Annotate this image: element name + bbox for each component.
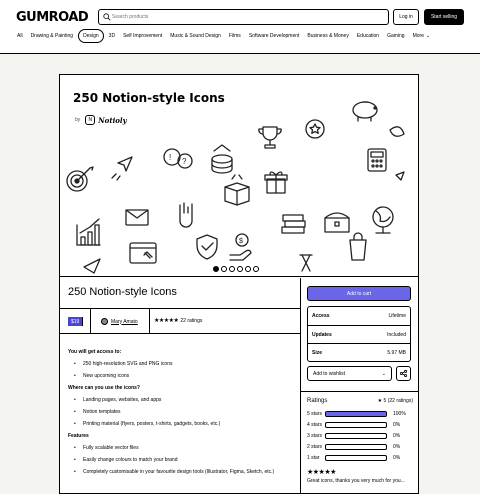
coin-stack-icon (212, 145, 232, 173)
category-all[interactable]: All (17, 32, 23, 39)
category-films[interactable]: Films (228, 32, 241, 39)
divider (90, 309, 91, 333)
category-design[interactable]: Design (78, 29, 104, 43)
rating-percent: 0% (393, 455, 401, 461)
rating-row-3 (307, 432, 413, 440)
rating-row-5 (307, 410, 413, 418)
category-more-label: More (412, 32, 424, 39)
product-meta (60, 308, 300, 334)
shopping-bag-icon (350, 233, 366, 260)
rating-bar-fill (326, 412, 386, 416)
category-music-sound-design[interactable]: Music & Sound Design (170, 32, 221, 39)
bar-chart-icon (77, 219, 100, 245)
spec-value: Included (387, 331, 406, 338)
rating-percent: 0% (393, 422, 401, 428)
product-specs (307, 306, 411, 362)
rating-label: 2 stars (307, 444, 323, 450)
list-item: • Landing pages, websites, and apps (74, 397, 296, 403)
category-education[interactable]: Education (356, 32, 380, 39)
creator-name: Mary Amato (111, 318, 138, 325)
avatar (101, 318, 108, 325)
ratings-summary (378, 398, 413, 404)
books-icon (282, 215, 305, 233)
rating-label: 5 stars (307, 411, 323, 417)
treasure-chest-icon (325, 213, 349, 232)
carousel-dot-2[interactable] (221, 266, 227, 272)
review-snippet: Great icons, thanks you very much for you... (307, 478, 405, 484)
rating-percent: 0% (393, 444, 401, 450)
category-nav (14, 28, 435, 43)
globe-icon (373, 207, 393, 233)
spec-key: Access (312, 313, 330, 319)
carousel-dot-6[interactable] (253, 266, 259, 272)
search-input[interactable] (112, 11, 372, 23)
chevron-down-icon: ⌄ (381, 370, 386, 377)
price-tag: $19 (68, 317, 83, 326)
spec-row-size (308, 343, 410, 361)
list-item: • New upcoming icons (74, 373, 296, 379)
rating-bar (325, 433, 387, 439)
start-selling-button[interactable]: Start selling (424, 9, 464, 25)
hourglass-icon (300, 255, 312, 271)
share-icon (400, 370, 407, 377)
spec-row-access (308, 307, 410, 325)
rating-percent: 100% (393, 411, 406, 417)
category-software-development[interactable]: Software Development (248, 32, 300, 39)
spec-key: Updates (312, 331, 332, 338)
product-card (59, 74, 419, 494)
description-list (68, 397, 296, 427)
rating-bar (325, 411, 387, 417)
ratings-title: Ratings (307, 398, 328, 404)
star-badge-icon (306, 120, 324, 138)
search-box[interactable] (98, 9, 389, 25)
spec-value: 5.97 MB (387, 349, 406, 356)
svg-text:$: $ (239, 238, 243, 245)
carousel-dot-5[interactable] (245, 266, 251, 272)
open-box-icon (225, 175, 249, 205)
rating-percent: 0% (393, 433, 401, 439)
carousel-dots (213, 266, 261, 272)
list-item: • Fully scalable vector files (74, 445, 296, 451)
notioly-logo-icon: N (85, 115, 95, 125)
list-item: • Printing material (flyers, posters, t-shirts, gadgets, books, etc.) (74, 421, 296, 427)
paper-plane-icon (112, 157, 132, 180)
gumroad-logo[interactable]: GUMROAD (16, 10, 89, 25)
svg-text:!: ! (169, 153, 172, 162)
rating-row-1 (307, 454, 413, 462)
list-item: • Notion templates (74, 409, 296, 415)
description-list (68, 361, 296, 379)
description-list (68, 445, 296, 475)
carousel-dot-3[interactable] (229, 266, 235, 272)
browser-window-icon (130, 243, 156, 263)
product-title: 250 Notion-style Icons (68, 286, 177, 298)
top-navbar (0, 0, 480, 54)
product-description (68, 349, 296, 481)
rating-bar (325, 422, 387, 428)
cover-brand: Notioly (98, 115, 127, 125)
category-more[interactable] (410, 30, 434, 42)
rating-bar (325, 444, 387, 450)
ratings-section (301, 391, 419, 484)
login-button[interactable]: Log in (393, 9, 419, 25)
list-item: • Completely customisable in your favourite design tools (Illustrator, Figma, Sketch, etc.) (74, 469, 296, 475)
category-business-money[interactable]: Business & Money (307, 32, 349, 39)
description-heading: Features (68, 433, 89, 439)
purchase-sidebar (300, 278, 418, 494)
cover-illustrations (60, 75, 418, 277)
star-icon: ★ (377, 398, 384, 404)
rating-label: 1 star (307, 455, 320, 461)
rating-row-2 (307, 443, 413, 451)
envelope-icon (126, 210, 148, 225)
ratings-count: 22 ratings (180, 317, 203, 324)
cursor-icon (396, 172, 404, 180)
wishlist-label: Add to wishlist (313, 370, 345, 377)
rating-stars-icon: ★★★★★ (154, 318, 179, 324)
search-icon (103, 13, 111, 21)
category-gaming[interactable]: Gaming (387, 32, 405, 39)
carousel-dot-1[interactable] (213, 266, 219, 272)
carousel-dot-4[interactable] (237, 266, 243, 272)
chat-bubbles-icon (164, 149, 192, 168)
list-item: • Easily change colours to match your brand (74, 457, 296, 463)
rating-summary[interactable] (154, 317, 202, 324)
ratings-summary-text: 5 (22 ratings) (383, 398, 413, 404)
share-button[interactable] (396, 366, 411, 381)
category-drawing-painting[interactable]: Drawing & Painting (30, 32, 74, 39)
category-3d[interactable]: 3D (108, 32, 116, 39)
money-hand-icon (230, 234, 251, 260)
shield-icon (197, 235, 217, 259)
hand-gesture-icon (180, 203, 192, 227)
divider (149, 309, 150, 333)
creator-link[interactable] (101, 318, 138, 325)
svg-text:?: ? (182, 157, 187, 166)
cover-by-label: by (75, 117, 81, 123)
description-heading: You will get access to: (68, 349, 122, 355)
spec-value: Lifetime (388, 313, 406, 319)
add-to-cart-button[interactable]: Add to cart (307, 286, 411, 301)
piggy-bank-icon (353, 102, 377, 121)
rating-label: 4 stars (307, 422, 323, 428)
trophy-icon (259, 127, 281, 148)
review-stars-icon: ★★★★★ (307, 469, 336, 476)
description-heading: Where can you use the icons? (68, 385, 140, 391)
rating-label: 3 stars (307, 433, 323, 439)
list-item: • 250 high-resolution SVG and PNG icons (74, 361, 296, 367)
category-self-improvement[interactable]: Self Improvement (123, 32, 163, 39)
rating-bar (325, 455, 387, 461)
gift-box-icon (265, 172, 287, 193)
product-cover-image[interactable] (60, 75, 418, 277)
send-icon (84, 259, 100, 273)
leaf-icon (390, 127, 404, 136)
cover-title: 250 Notion-style Icons (73, 91, 225, 105)
spec-key: Size (312, 349, 323, 356)
spec-row-updates (308, 325, 410, 343)
chevron-down-icon: ⌄ (426, 32, 431, 39)
target-icon (67, 167, 93, 191)
ratings-header (307, 398, 413, 404)
add-to-wishlist-dropdown[interactable] (307, 366, 392, 381)
rating-row-4 (307, 421, 413, 429)
calculator-icon (368, 149, 386, 171)
